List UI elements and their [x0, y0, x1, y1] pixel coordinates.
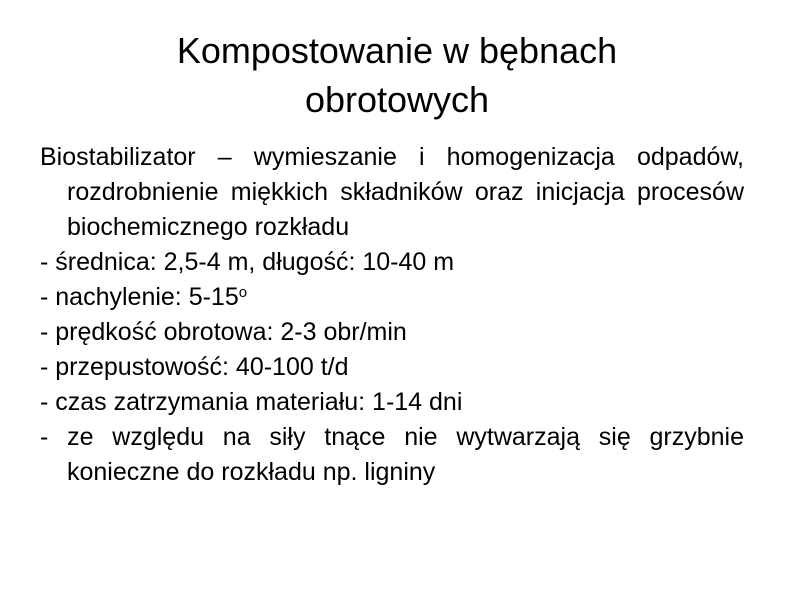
item-rotation-speed: - prędkość obrotowa: 2-3 obr/min: [40, 318, 407, 346]
intro-paragraph: Biostabilizator – wymieszanie i homogenizacja odpadów, rozdrobnienie miękkich składników oraz inicjacja procesów biochemicznego rozkładu: [40, 143, 744, 241]
item-capacity: - przepustowość: 40-100 t/d: [40, 353, 349, 381]
item-diameter: - średnica: 2,5-4 m, długość: 10-40 m: [40, 248, 455, 276]
inclination-text: - nachylenie: 5-15: [40, 283, 239, 311]
degree-superscript: o: [238, 283, 248, 301]
title-line-1: Kompostowanie w bębnach: [176, 30, 618, 71]
item-inclination: [40, 280, 744, 315]
title-line-2: obrotowych: [304, 79, 490, 120]
item-shear-note: - ze względu na siły tnące nie wytwarzają się grzybnie konieczne do rozkładu np. ligniny: [40, 423, 744, 486]
slide-title: [60, 26, 734, 124]
item-retention-time: - czas zatrzymania materiału: 1-14 dni: [40, 388, 463, 416]
slide-body: [40, 140, 744, 490]
